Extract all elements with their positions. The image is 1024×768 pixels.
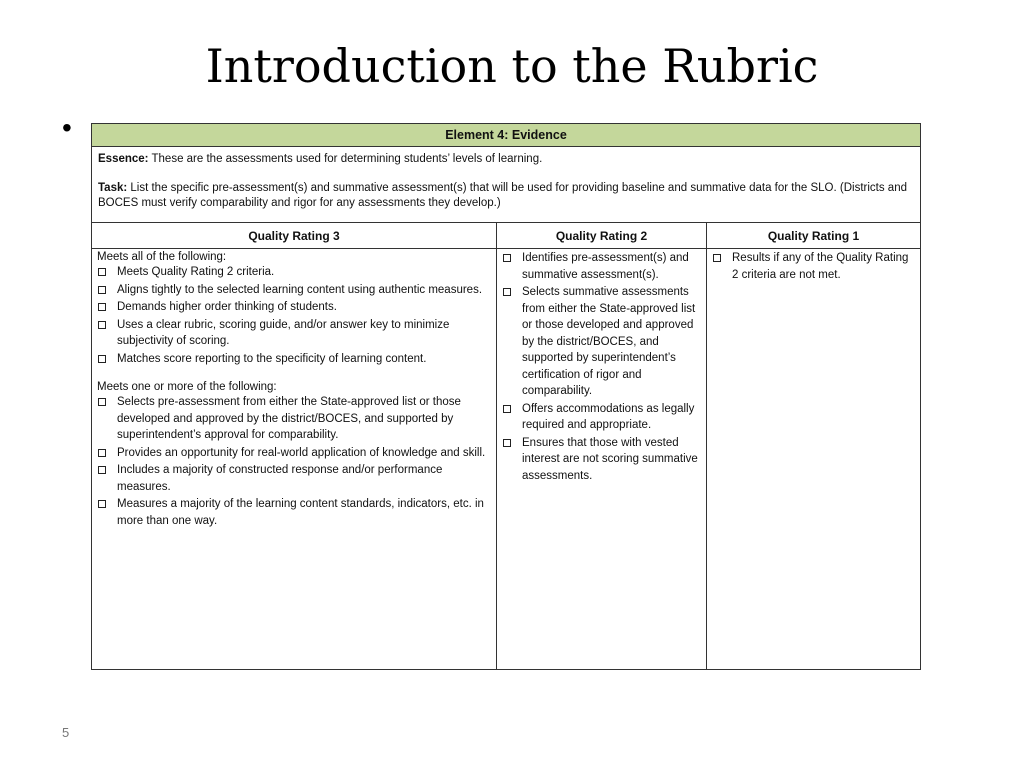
checkbox-icon (98, 398, 106, 406)
list-item (502, 284, 701, 400)
checkbox-icon (503, 288, 511, 296)
slide-number: 5 (62, 725, 70, 740)
checkbox-icon (98, 500, 106, 508)
slide-title: Introduction to the Rubric (205, 39, 819, 93)
list-item (502, 435, 701, 485)
list-item-text: Ensures that those with vested interest are not scoring summative assessments. (522, 436, 698, 482)
list-item-text: Measures a majority of the learning content standards, indicators, etc. in more than one way. (117, 498, 484, 527)
quality-rating-3-cell (92, 249, 497, 670)
list-item-text: Matches score reporting to the specificity of learning content. (117, 352, 427, 365)
task-line (98, 181, 914, 211)
list-item-text: Results if any of the Quality Rating 2 criteria are not met. (732, 252, 909, 281)
qr3-all-list (97, 264, 491, 367)
checkbox-icon (98, 466, 106, 474)
checkbox-icon (503, 254, 511, 262)
list-item (502, 401, 701, 434)
list-item (97, 317, 491, 350)
list-item (97, 351, 491, 368)
list-item-text: Provides an opportunity for real-world application of knowledge and skill. (117, 446, 486, 459)
list-item (97, 445, 491, 462)
list-item-text: Meets Quality Rating 2 criteria. (117, 266, 275, 278)
bullet-point: • (62, 112, 72, 143)
list-item-text: Selects pre-assessment from either the State-approved list or those developed and approved by the district/BOCES, and supported by superintendent’s approval for comparability. (117, 396, 461, 441)
list-item-text: Uses a clear rubric, scoring guide, and/or answer key to minimize subjectivity of scoring. (117, 318, 450, 347)
checkbox-icon (98, 286, 106, 294)
list-item (712, 250, 915, 283)
list-item (502, 250, 701, 283)
checkbox-icon (713, 254, 721, 262)
checkbox-icon (503, 405, 511, 413)
list-item-text: Demands higher order thinking of students. (117, 301, 337, 313)
checkbox-icon (98, 449, 106, 457)
list-item (97, 462, 491, 495)
checkbox-icon (98, 355, 106, 363)
list-item-text: Aligns tightly to the selected learning content using authentic measures. (117, 283, 483, 296)
task-label: Task: (98, 182, 128, 194)
checkbox-icon (98, 303, 106, 311)
meets-all-intro: Meets all of the following: (97, 251, 227, 263)
essence-text: These are the assessments used for determining students’ levels of learning. (148, 153, 543, 165)
checkbox-icon (98, 321, 106, 329)
quality-rating-2-header: Quality Rating 2 (497, 223, 707, 249)
essence-task-cell (92, 147, 921, 223)
list-item-text: Offers accommodations as legally required and appropriate. (522, 402, 695, 431)
quality-rating-2-cell (497, 249, 707, 670)
essence-line (98, 152, 914, 167)
list-item (97, 496, 491, 529)
list-item (97, 394, 491, 444)
essence-label: Essence: (98, 153, 149, 165)
meets-some-intro: Meets one or more of the following: (97, 381, 277, 393)
task-text: List the specific pre-assessment(s) and summative assessment(s) that will be used for providing baseline and summative data for the SLO. (Districts and BOCES must verify comparability and rigor for any assessments they develop.) (98, 182, 907, 209)
checkbox-icon (98, 268, 106, 276)
list-item-text: Selects summative assessments from either the State-approved list or those developed and approved by the district/BOCES, and supported by superintendent’s certification of rigor and comparability. (522, 286, 696, 397)
list-item (97, 282, 491, 299)
qr2-list (502, 250, 701, 484)
checkbox-icon (503, 439, 511, 447)
list-item-text: Identifies pre-assessment(s) and summative assessment(s). (522, 252, 689, 281)
list-item (97, 264, 491, 281)
list-item-text: Includes a majority of constructed response and/or performance measures. (117, 464, 443, 493)
quality-rating-3-header: Quality Rating 3 (92, 223, 497, 249)
qr1-list (712, 250, 915, 283)
quality-rating-1-header: Quality Rating 1 (707, 223, 921, 249)
list-item (97, 299, 491, 316)
quality-rating-1-cell (707, 249, 921, 670)
rubric-table (91, 123, 921, 670)
qr3-some-list (97, 394, 491, 529)
rubric-header: Element 4: Evidence (92, 124, 921, 147)
